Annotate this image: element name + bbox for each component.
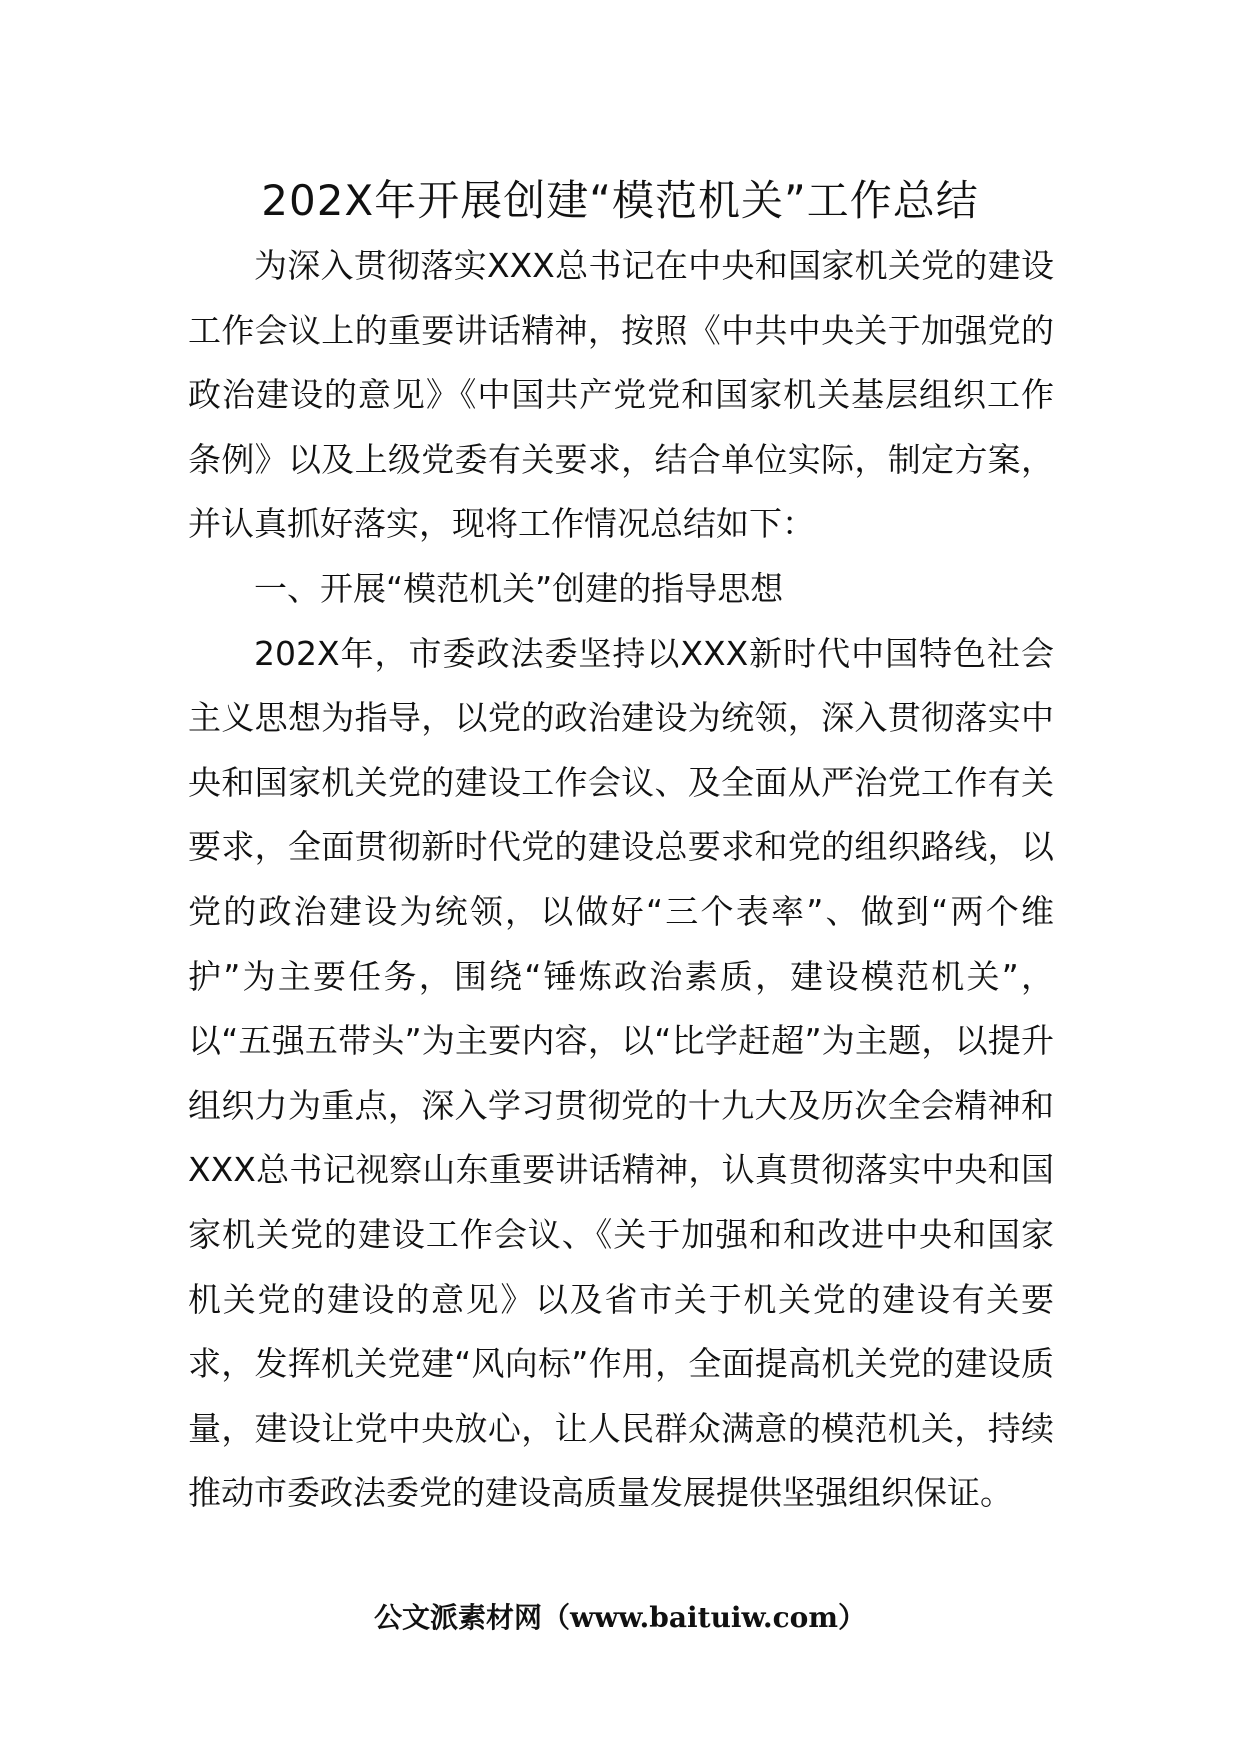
watermark-footer: 公文派素材网（www.baituiw.com） [374, 1601, 866, 1634]
intro-paragraph: 为深入贯彻落实XXX总书记在中央和国家机关党的建设工作会议上的重要讲话精神，按照《中共中央关于加强党的政治建设的意见》《中国共产党党和国家机关基层组织工作条例》以及上级党委有关要求，结合单位实际，制定方案，并认真抓好落实，现将工作情况总结如下： [188, 246, 1054, 544]
section-heading: 一、开展“模范机关”创建的指导思想 [254, 568, 784, 608]
document-title: 202X年开展创建“模范机关”工作总结 [261, 176, 979, 225]
document-body [188, 234, 1054, 1526]
guiding-thought-paragraph: 202X年，市委政法委坚持以XXX新时代中国特色社会主义思想为指导，以党的政治建设为统领，深入贯彻落实中央和国家机关党的建设工作会议、及全面从严治党工作有关要求，全面贯彻新时代党的建设总要求和党的组织路线，以党的政治建设为统领，以做好“三个表率”、做到“两个维护”为主要任务，围绕“锤炼政治素质，建设模范机关”，以“五强五带头”为主要内容，以“比学赶超”为主题，以提升组织力为重点，深入学习贯彻党的十九大及历次全会精神和XXX总书记视察山东重要讲话精神，认真贯彻落实中央和国家机关党的建设工作会议、《关于加强和和改进中央和国家机关党的建设的意见》以及省市关于机关党的建设有关要求，发挥机关党建“风向标”作用，全面提高机关党的建设质量，建设让党中央放心，让人民群众满意的模范机关，持续推动市委政法委党的建设高质量发展提供坚强组织保证。 [188, 633, 1054, 1513]
